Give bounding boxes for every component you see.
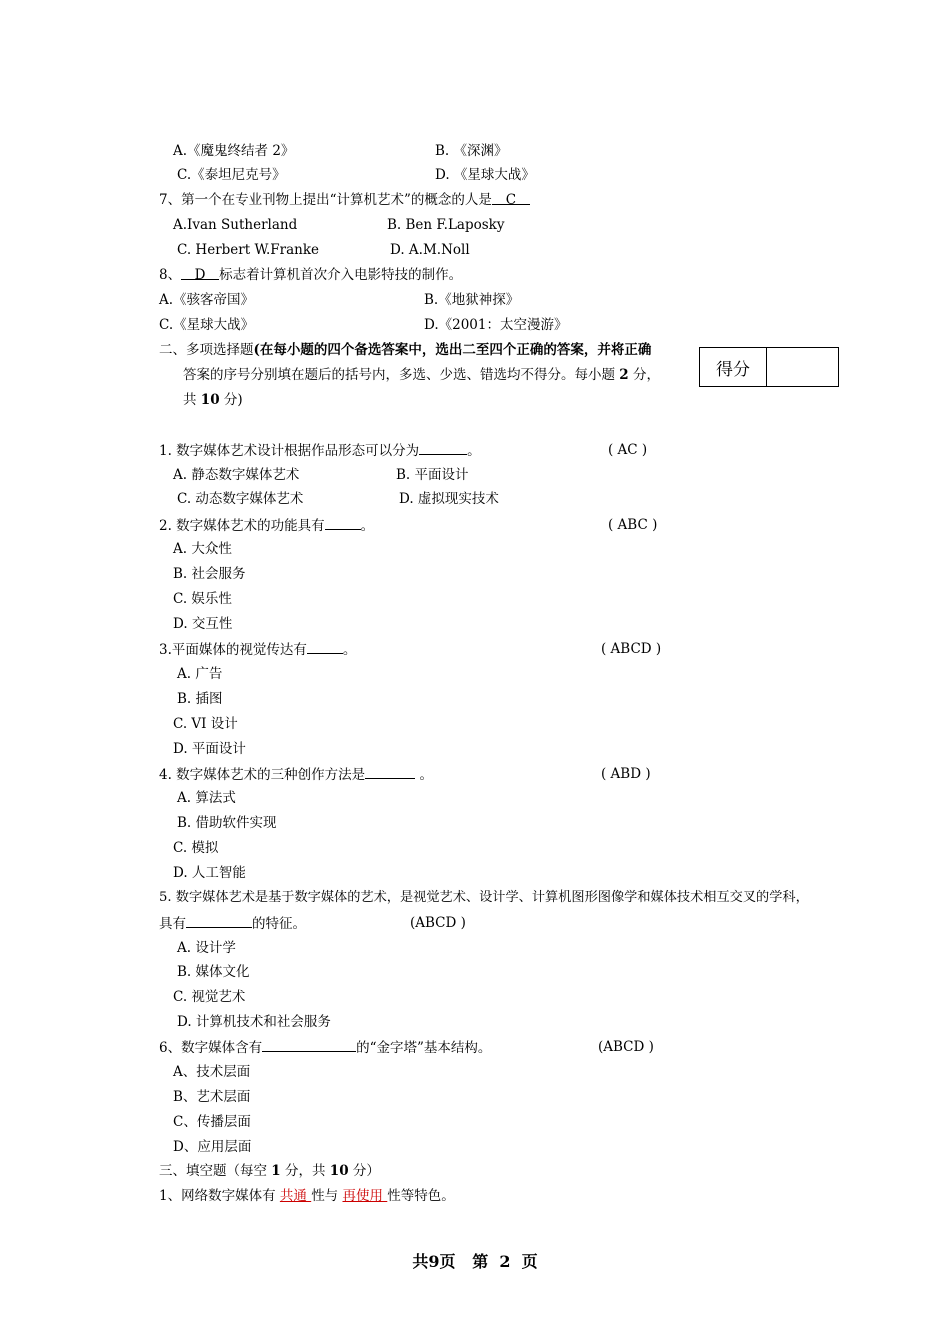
- section-instructions: (在每小题的四个备选答案中，选出二至四个正确的答案，并将正确: [253, 342, 652, 358]
- option-b: B、艺术层面: [173, 1089, 251, 1105]
- option-a: A、技术层面: [173, 1064, 251, 1080]
- option-c: C. 模拟: [173, 840, 219, 856]
- option-c: C. 视觉艺术: [173, 989, 246, 1005]
- section-2-line3: [183, 391, 243, 409]
- answer-text: 再使用: [342, 1188, 388, 1204]
- option-b: B. 《深渊》: [435, 143, 508, 159]
- mc-question-2: [159, 516, 374, 535]
- answer-blank: [365, 765, 415, 779]
- question-stem: 1、网络数字媒体有: [159, 1188, 280, 1204]
- option-c: C、传播层面: [173, 1114, 251, 1130]
- instructions-text: 共: [183, 392, 201, 408]
- option-a: A. 算法式: [177, 790, 236, 806]
- question-stem: 性等特色。: [387, 1188, 455, 1204]
- punctuation: 。: [342, 642, 357, 658]
- option-d: D. 人工智能: [173, 865, 246, 881]
- question-stem: 7、第一个在专业刊物上提出“计算机艺术”的概念的人是: [159, 192, 492, 208]
- section-2-line2: [183, 366, 660, 384]
- question-stem: 1. 数字媒体艺术设计根据作品形态可以分为: [159, 443, 420, 459]
- option-a: A. 静态数字媒体艺术: [173, 467, 300, 483]
- section-title: 分）: [348, 1163, 380, 1179]
- answer-text: 共通: [279, 1188, 312, 1204]
- question-7: [159, 191, 530, 209]
- mc-question-6: [159, 1038, 491, 1057]
- answer-key: ( ABCD ): [601, 641, 662, 657]
- option-b: B.《地狱神探》: [424, 292, 520, 308]
- section-3-heading: [159, 1162, 380, 1180]
- mc-question-4: [159, 765, 433, 784]
- option-b: B. Ben F.Laposky: [387, 217, 505, 233]
- option-d: D. 交互性: [173, 616, 233, 632]
- option-d: D、应用层面: [173, 1139, 252, 1155]
- mc-question-3: [159, 640, 356, 659]
- score-label: 得分: [700, 348, 767, 386]
- question-stem: 的特征。: [252, 916, 306, 932]
- question-stem: 6、数字媒体含有: [159, 1040, 263, 1056]
- answer-key: ( AC ): [608, 442, 648, 458]
- mc-question-1: [159, 441, 481, 460]
- total-points-value: 10: [329, 1163, 349, 1179]
- total-points-value: 10: [200, 392, 220, 408]
- question-stem: 性与: [311, 1188, 343, 1204]
- question-stem: 3.平面媒体的视觉传达有: [159, 642, 307, 658]
- answer-blank: [307, 640, 343, 654]
- option-a: A. 广告: [177, 666, 223, 682]
- option-c: C. 娱乐性: [173, 591, 232, 607]
- answer-key: ( ABC ): [608, 517, 658, 533]
- answer-blank: [325, 516, 361, 530]
- section-title: 三、填空题（每空: [159, 1163, 272, 1179]
- section-title: 二、多项选择题: [159, 342, 254, 358]
- option-d: D. 平面设计: [173, 741, 246, 757]
- mc-question-5: 5. 数字媒体艺术是基于数字媒体的艺术，是视觉艺术、设计学、计算机图形图像学和媒体技术相互交叉的学科，: [159, 890, 809, 905]
- option-b: B. 媒体文化: [177, 964, 250, 980]
- points-value: 1: [271, 1163, 281, 1179]
- option-d: D. 虚拟现实技术: [399, 491, 499, 507]
- option-c: C.《泰坦尼克号》: [177, 167, 286, 183]
- answer-blank: [186, 914, 252, 928]
- option-d: D. 计算机技术和社会服务: [177, 1014, 331, 1030]
- question-stem: 2. 数字媒体艺术的功能具有: [159, 518, 325, 534]
- score-box: [699, 347, 839, 387]
- page-footer: 共9页 第 2 页: [412, 1252, 538, 1271]
- option-a: A.《骇客帝国》: [159, 292, 255, 308]
- option-d: D. A.M.Noll: [390, 242, 470, 258]
- answer-key: (ABCD ): [598, 1039, 654, 1055]
- option-a: A. 设计学: [177, 940, 236, 956]
- question-stem: 4. 数字媒体艺术的三种创作方法是: [159, 767, 366, 783]
- answer-key: (ABCD ): [410, 915, 466, 931]
- fill-question-1: [159, 1187, 455, 1205]
- answer-blank: C: [492, 191, 530, 205]
- punctuation: 。: [415, 767, 433, 783]
- section-title: 分，共: [280, 1163, 330, 1179]
- option-c: C. VI 设计: [173, 716, 238, 732]
- option-d: D.《2001：太空漫游》: [424, 317, 568, 333]
- option-a: A.Ivan Sutherland: [173, 217, 298, 233]
- question-8: [159, 266, 462, 284]
- option-c: C. 动态数字媒体艺术: [177, 491, 304, 507]
- answer-key: ( ABD ): [601, 766, 651, 782]
- question-stem: 标志着计算机首次介入电影特技的制作。: [219, 267, 463, 283]
- answer-blank: [262, 1038, 356, 1052]
- option-d: D. 《星球大战》: [435, 167, 535, 183]
- answer-blank: D: [181, 266, 219, 280]
- option-a: A. 大众性: [173, 541, 232, 557]
- option-c: C. Herbert W.Franke: [177, 242, 319, 258]
- points-value: 2: [619, 367, 629, 383]
- option-b: B. 借助软件实现: [177, 815, 277, 831]
- punctuation: 。: [467, 443, 481, 459]
- instructions-text: 分，: [628, 367, 660, 383]
- punctuation: 。: [360, 518, 375, 534]
- instructions-text: 分): [219, 392, 243, 408]
- option-b: B. 插图: [177, 691, 223, 707]
- question-number: 8、: [159, 267, 182, 283]
- question-stem: 具有: [159, 916, 186, 932]
- question-stem: 的“金字塔”基本结构。: [356, 1040, 492, 1056]
- option-b: B. 社会服务: [173, 566, 246, 582]
- option-b: B. 平面设计: [396, 467, 469, 483]
- score-field: [767, 348, 838, 386]
- answer-blank: [419, 441, 467, 455]
- option-c: C.《星球大战》: [159, 317, 255, 333]
- instructions-text: 答案的序号分别填在题后的括号内，多选、少选、错选均不得分。每小题: [183, 367, 620, 383]
- option-a: A.《魔鬼终结者 2》: [173, 143, 295, 159]
- mc-question-5-line2: [159, 914, 306, 933]
- section-2-heading: [159, 341, 651, 359]
